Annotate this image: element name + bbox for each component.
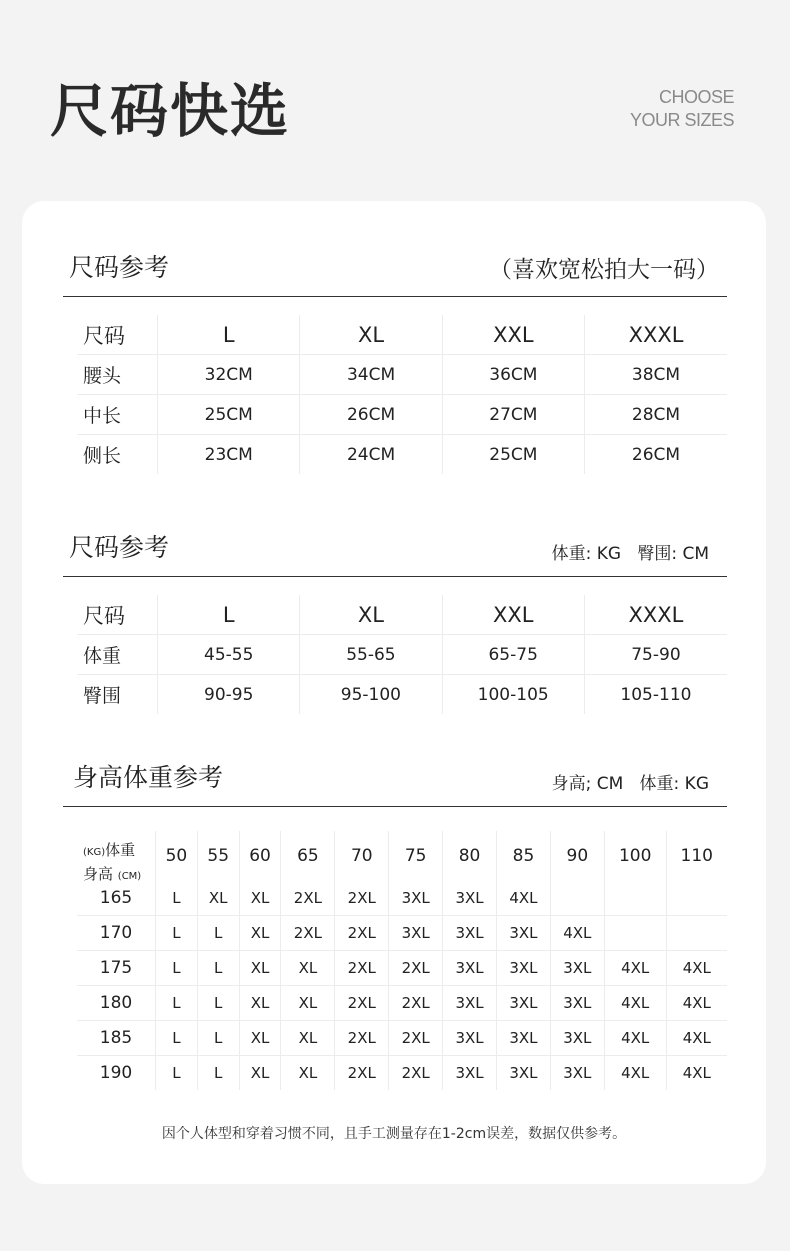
size-cell: 3XL [443, 986, 497, 1021]
subtitle-line-1: CHOOSE [658, 87, 734, 107]
table-cell: 32CM [158, 355, 300, 395]
height-axis-label [83, 863, 141, 884]
table-cell: 55-65 [300, 635, 442, 675]
size-cell: 2XL [281, 916, 335, 951]
table-cell: 腰头 [77, 355, 158, 395]
size-cell: 4XL [604, 1021, 666, 1056]
size-cell [604, 916, 666, 951]
table-corner-cell [77, 831, 156, 881]
footnote: 因个人体型和穿着习惯不同，且手工测量存在1-2cm误差，数据仅供参考。 [161, 1126, 627, 1142]
size-cell: 2XL [389, 1021, 443, 1056]
size-cell: 3XL [497, 951, 551, 986]
size-cell [666, 881, 727, 916]
section-title: 尺码参考 [69, 533, 170, 562]
table-row [77, 881, 727, 916]
weight-hip-table [77, 595, 727, 714]
size-cell: 4XL [604, 1056, 666, 1091]
weight-header-cell: 90 [550, 831, 604, 881]
section-title: 尺码参考 [69, 253, 170, 282]
size-cell: 4XL [666, 986, 727, 1021]
size-cell: 2XL [335, 916, 389, 951]
table-cell: 38CM [585, 355, 727, 395]
size-cell: L [197, 1021, 239, 1056]
size-cell: L [156, 881, 198, 916]
size-cell: L [156, 951, 198, 986]
size-cell: XL [281, 986, 335, 1021]
height-cell: 165 [77, 881, 156, 916]
size-card [22, 201, 766, 1184]
size-cell: 4XL [550, 916, 604, 951]
table-row [77, 315, 727, 355]
size-cell: XL [197, 881, 239, 916]
table-cell: 100-105 [442, 675, 584, 715]
size-cell: L [197, 951, 239, 986]
table-cell: XL [300, 595, 442, 635]
table-cell: 26CM [300, 395, 442, 435]
size-cell [604, 881, 666, 916]
size-cell: XL [239, 951, 281, 986]
table-cell: 26CM [585, 435, 727, 475]
size-cell: 2XL [281, 881, 335, 916]
table-cell: L [158, 595, 300, 635]
table-cell: 25CM [158, 395, 300, 435]
size-cell: 2XL [335, 951, 389, 986]
table-row [77, 355, 727, 395]
size-cell: XL [239, 881, 281, 916]
table-cell: 45-55 [158, 635, 300, 675]
page-title: 尺码快选 [50, 77, 291, 145]
weight-header-cell: 70 [335, 831, 389, 881]
height-weight-table [77, 831, 727, 1090]
table-row [77, 595, 727, 635]
size-cell: 3XL [497, 916, 551, 951]
size-cell: 2XL [389, 951, 443, 986]
table-row [77, 635, 727, 675]
table-cell: 臀围 [83, 685, 122, 707]
size-cell: 3XL [550, 1021, 604, 1056]
size-cell: L [156, 1021, 198, 1056]
weight-header-cell: 75 [389, 831, 443, 881]
weight-hip-section [63, 533, 727, 714]
size-cell: 4XL [666, 951, 727, 986]
table-cell: 75-90 [584, 635, 727, 675]
weight-header-cell: 85 [497, 831, 551, 881]
size-reference-section [63, 253, 727, 474]
height-cell: 180 [77, 986, 156, 1021]
size-cell: XL [281, 951, 335, 986]
weight-unit: (KG) [83, 847, 106, 858]
weight-header-cell: 60 [239, 831, 281, 881]
table-row [77, 1021, 727, 1056]
section-note: 身高; CM 体重: KG [551, 774, 709, 794]
height-cell: 170 [77, 916, 156, 951]
size-cell: L [197, 1056, 239, 1091]
size-cell: 2XL [335, 1056, 389, 1091]
size-cell: 2XL [335, 1021, 389, 1056]
weight-header-cell: 80 [443, 831, 497, 881]
table-cell: 25CM [442, 435, 584, 475]
subtitle-line-2: YOUR SIZES [629, 110, 734, 130]
table-cell: 95-100 [300, 675, 442, 715]
size-cell: L [197, 986, 239, 1021]
size-cell: XL [239, 986, 281, 1021]
size-cell: 2XL [335, 881, 389, 916]
height-cell: 175 [77, 951, 156, 986]
table-cell: 36CM [442, 355, 584, 395]
size-cell: 3XL [497, 1021, 551, 1056]
section-title: 身高体重参考 [73, 763, 224, 792]
table-cell: 90-95 [158, 675, 300, 715]
table-row [77, 951, 727, 986]
size-cell: 3XL [550, 986, 604, 1021]
size-cell: XL [239, 1021, 281, 1056]
weight-header-cell: 100 [604, 831, 666, 881]
size-cell: L [197, 916, 239, 951]
weight-header-cell: 50 [156, 831, 198, 881]
size-cell [550, 881, 604, 916]
size-cell: 4XL [497, 881, 551, 916]
table-cell: 尺码 [77, 595, 158, 635]
table-row [77, 395, 727, 435]
height-cell: 185 [77, 1021, 156, 1056]
table-row [77, 916, 727, 951]
size-cell: L [156, 1056, 198, 1091]
size-cell: 3XL [443, 1056, 497, 1091]
weight-axis-label [83, 839, 135, 860]
size-cell: 3XL [389, 916, 443, 951]
section-header [63, 533, 727, 577]
size-cell: 3XL [550, 951, 604, 986]
height-label: 身高 [83, 865, 114, 883]
weight-label: 体重 [105, 841, 136, 859]
table-cell: 中长 [77, 395, 158, 435]
size-cell: 4XL [604, 951, 666, 986]
table-cell: 23CM [158, 435, 300, 475]
table-cell: 27CM [442, 395, 584, 435]
height-cell: 190 [99, 1063, 133, 1083]
table-row [77, 675, 727, 715]
size-cell: XL [281, 1056, 335, 1091]
size-cell [666, 916, 727, 951]
height-unit: (CM) [117, 871, 142, 882]
size-cell: 3XL [550, 1056, 604, 1091]
size-cell: XL [239, 916, 281, 951]
table-cell: XL [300, 315, 442, 355]
size-cell: 2XL [389, 1056, 443, 1091]
table-cell: XXL [442, 595, 584, 635]
table-row [77, 986, 727, 1021]
size-cell: XL [281, 1021, 335, 1056]
section-note: （喜欢宽松拍大一码） [489, 257, 719, 283]
weight-header-cell: 55 [197, 831, 239, 881]
size-cell: L [156, 916, 198, 951]
table-row [77, 435, 727, 475]
size-cell: 2XL [335, 986, 389, 1021]
size-cell: 3XL [443, 951, 497, 986]
height-weight-section [63, 763, 727, 1090]
table-cell: 28CM [585, 395, 727, 435]
size-cell: 4XL [666, 1056, 727, 1091]
table-cell: XXL [442, 315, 584, 355]
size-cell: 3XL [497, 1056, 551, 1091]
table-cell: 24CM [300, 435, 442, 475]
section-note: 体重: KG 臀围: CM [551, 544, 709, 564]
table-row [77, 1056, 727, 1091]
size-cell: XL [239, 1056, 281, 1091]
table-cell: XXXL [584, 595, 727, 635]
size-cell: L [156, 986, 198, 1021]
size-cell: 3XL [497, 986, 551, 1021]
table-cell: 34CM [300, 355, 442, 395]
table-row [77, 831, 727, 881]
size-cell: 3XL [443, 916, 497, 951]
table-cell: XXXL [585, 315, 727, 355]
table-cell: 105-110 [584, 675, 727, 715]
section-header [63, 253, 727, 297]
table-cell: L [158, 315, 300, 355]
section-header [63, 763, 727, 807]
size-cell: 2XL [389, 986, 443, 1021]
weight-header-cell: 110 [666, 831, 727, 881]
page-subtitle [630, 86, 734, 132]
size-cell: 4XL [666, 1021, 727, 1056]
table-cell: 尺码 [77, 315, 158, 355]
size-cell: 3XL [443, 1021, 497, 1056]
table-cell: 侧长 [83, 445, 122, 467]
table-cell: 65-75 [442, 635, 584, 675]
size-measurement-table [77, 315, 727, 474]
size-cell: 4XL [604, 986, 666, 1021]
size-cell: 3XL [443, 881, 497, 916]
table-cell: 体重 [77, 635, 158, 675]
size-cell: 3XL [389, 881, 443, 916]
weight-header-cell: 65 [281, 831, 335, 881]
